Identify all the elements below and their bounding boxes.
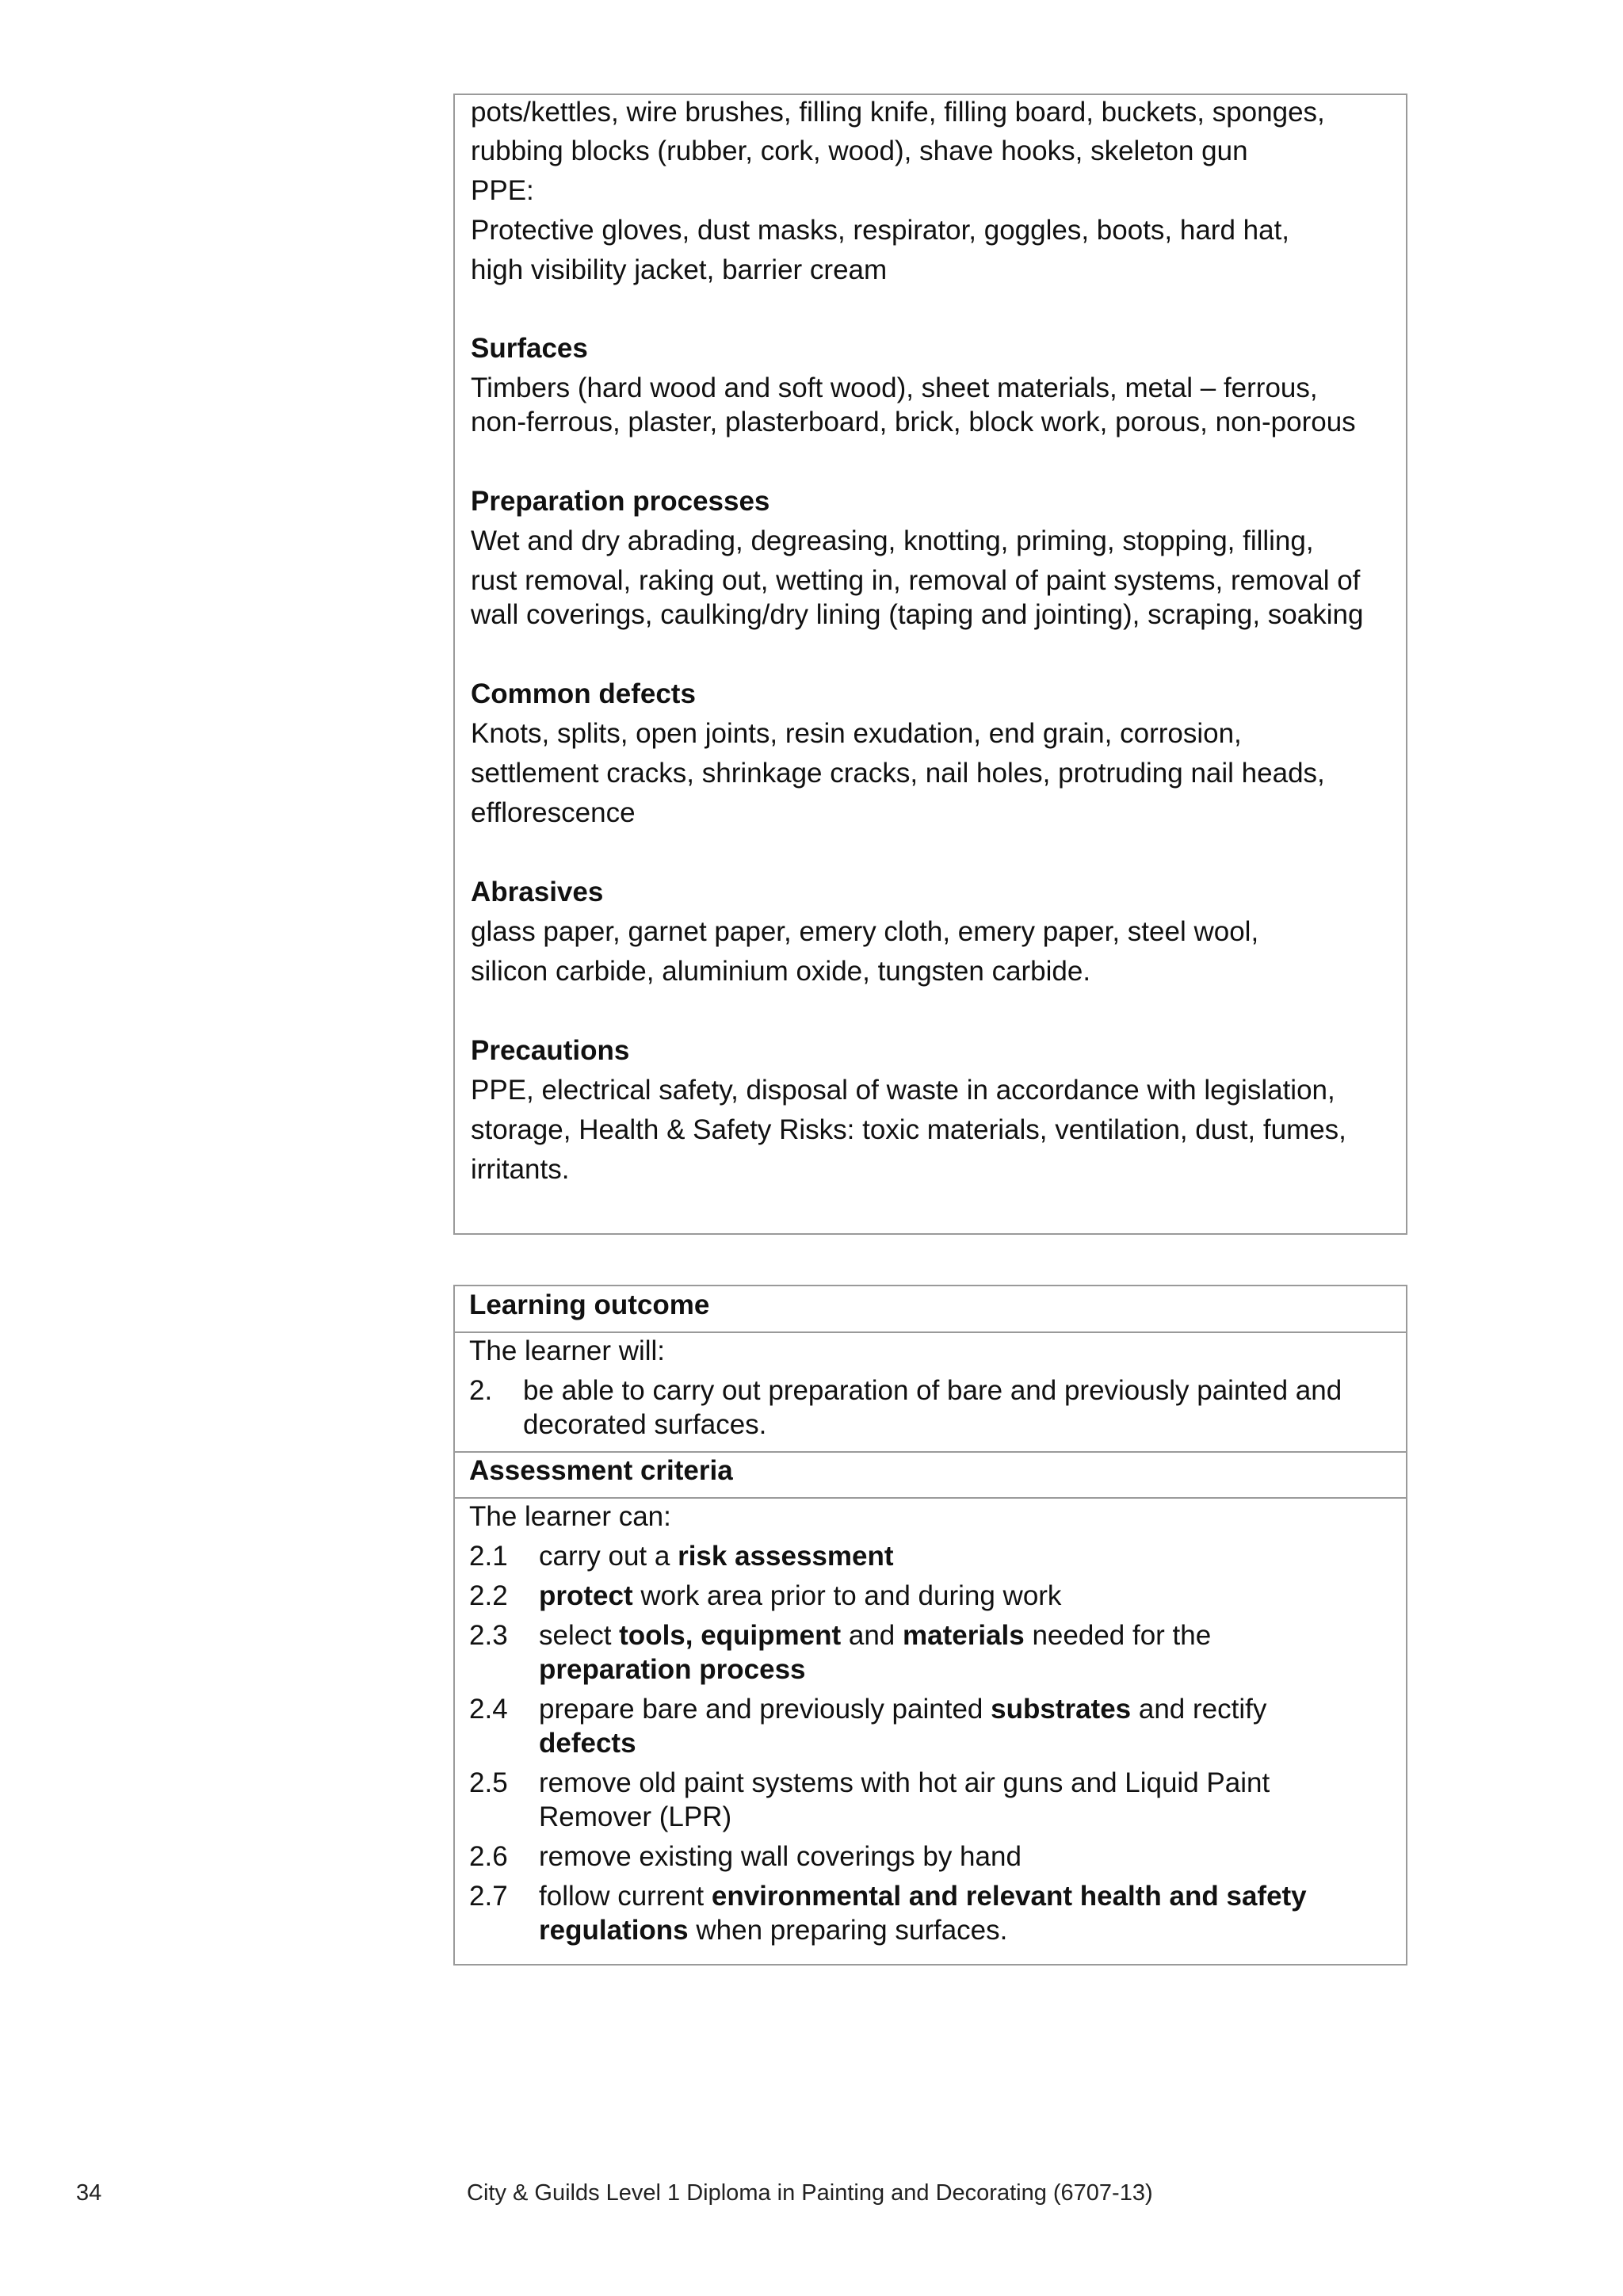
- criterion-text: [539, 1881, 1307, 1912]
- text-line: non-ferrous, plaster, plasterboard, brick, block work, porous, non-porous: [471, 407, 1356, 437]
- criterion-text-segment: work area prior to and during work: [632, 1580, 1062, 1611]
- learning-outcome-heading: Learning outcome: [469, 1289, 710, 1320]
- section-heading-abrasives: Abrasives: [471, 877, 604, 907]
- learning-outcome-text: decorated surfaces.: [523, 1409, 767, 1440]
- criterion-text-segment: when preparing surfaces.: [688, 1915, 1008, 1946]
- text-line: storage, Health & Safety Risks: toxic materials, ventilation, dust, fumes,: [471, 1114, 1346, 1145]
- text-line: pots/kettles, wire brushes, filling knife, filling board, buckets, sponges,: [471, 97, 1325, 128]
- criterion-text: [539, 1801, 731, 1833]
- criterion-text: [539, 1620, 1211, 1652]
- criterion-keyword: defects: [539, 1728, 636, 1759]
- divider: [455, 1451, 1406, 1453]
- section-heading-surfaces: Surfaces: [471, 333, 588, 364]
- text-line: settlement cracks, shrinkage cracks, nail holes, protruding nail heads,: [471, 758, 1325, 789]
- text-line: Timbers (hard wood and soft wood), sheet materials, metal – ferrous,: [471, 372, 1318, 403]
- criterion-text: [539, 1541, 894, 1572]
- criterion-text-segment: remove existing wall coverings by hand: [539, 1841, 1022, 1872]
- criterion-keyword: environmental and relevant health and safety: [711, 1881, 1307, 1912]
- criterion-text-segment: prepare bare and previously painted: [539, 1694, 991, 1725]
- criterion-text-segment: follow current: [539, 1881, 712, 1912]
- divider: [455, 1331, 1406, 1333]
- criterion-text-segment: carry out a: [539, 1541, 678, 1572]
- text-line: efflorescence: [471, 797, 636, 828]
- range-content-box: [453, 94, 1407, 1235]
- text-line: PPE:: [471, 175, 534, 206]
- text-line: rubbing blocks (rubber, cork, wood), shave hooks, skeleton gun: [471, 136, 1248, 166]
- criterion-text-segment: and: [841, 1620, 903, 1651]
- criterion-keyword: protect: [539, 1580, 633, 1611]
- criterion-number: 2.6: [469, 1841, 508, 1872]
- criterion-text-segment: remove old paint systems with hot air guns and Liquid Paint: [539, 1767, 1270, 1798]
- criterion-number: 2.3: [469, 1620, 508, 1651]
- text-line: Protective gloves, dust masks, respirator, goggles, boots, hard hat,: [471, 215, 1290, 246]
- section-heading-precautions: Precautions: [471, 1035, 630, 1066]
- criterion-text: [539, 1654, 806, 1686]
- text-line: Wet and dry abrading, degreasing, knotting, priming, stopping, filling,: [471, 525, 1314, 556]
- criterion-number: 2.5: [469, 1767, 508, 1798]
- text-line: Knots, splits, open joints, resin exudation, end grain, corrosion,: [471, 718, 1242, 749]
- learning-outcome-number: 2.: [469, 1375, 493, 1406]
- criterion-number: 2.4: [469, 1694, 508, 1725]
- criterion-text-segment: select: [539, 1620, 620, 1651]
- learning-outcome-text: be able to carry out preparation of bare and previously painted and: [523, 1375, 1342, 1406]
- criterion-keyword: risk assessment: [678, 1541, 894, 1572]
- criterion-text: [539, 1694, 1266, 1725]
- learning-outcome-table: [453, 1285, 1407, 1966]
- criterion-keyword: materials: [903, 1620, 1025, 1651]
- criterion-text: [539, 1841, 1022, 1873]
- text-line: irritants.: [471, 1154, 570, 1185]
- learning-outcome-intro: The learner will:: [469, 1335, 666, 1366]
- footer-title: City & Guilds Level 1 Diploma in Painting and Decorating (6707-13): [467, 2180, 1153, 2206]
- text-line: silicon carbide, aluminium oxide, tungsten carbide.: [471, 956, 1091, 987]
- criterion-text: [539, 1728, 636, 1759]
- text-line: high visibility jacket, barrier cream: [471, 254, 888, 285]
- text-line: glass paper, garnet paper, emery cloth, emery paper, steel wool,: [471, 916, 1259, 947]
- criterion-keyword: regulations: [539, 1915, 689, 1946]
- criterion-text-segment: needed for the: [1024, 1620, 1212, 1651]
- criterion-text: [539, 1915, 1007, 1946]
- text-line: rust removal, raking out, wetting in, removal of paint systems, removal of: [471, 565, 1361, 596]
- divider: [455, 1497, 1406, 1499]
- criterion-keyword: preparation process: [539, 1654, 806, 1685]
- criterion-text-segment: and rectify: [1131, 1694, 1267, 1725]
- text-line: PPE, electrical safety, disposal of waste in accordance with legislation,: [471, 1075, 1335, 1106]
- section-heading-preparation-processes: Preparation processes: [471, 486, 770, 517]
- criterion-keyword: substrates: [991, 1694, 1132, 1725]
- criterion-text: [539, 1580, 1061, 1612]
- assessment-criteria-intro: The learner can:: [469, 1501, 671, 1532]
- criterion-number: 2.1: [469, 1541, 508, 1572]
- criterion-text: [539, 1767, 1270, 1799]
- section-heading-common-defects: Common defects: [471, 678, 696, 709]
- page-number: 34: [76, 2180, 102, 2206]
- text-line: wall coverings, caulking/dry lining (taping and jointing), scraping, soaking: [471, 599, 1364, 630]
- criterion-number: 2.2: [469, 1580, 508, 1611]
- assessment-criteria-heading: Assessment criteria: [469, 1455, 733, 1486]
- criterion-number: 2.7: [469, 1881, 508, 1912]
- criterion-keyword: tools, equipment: [619, 1620, 842, 1651]
- criterion-text-segment: Remover (LPR): [539, 1801, 732, 1832]
